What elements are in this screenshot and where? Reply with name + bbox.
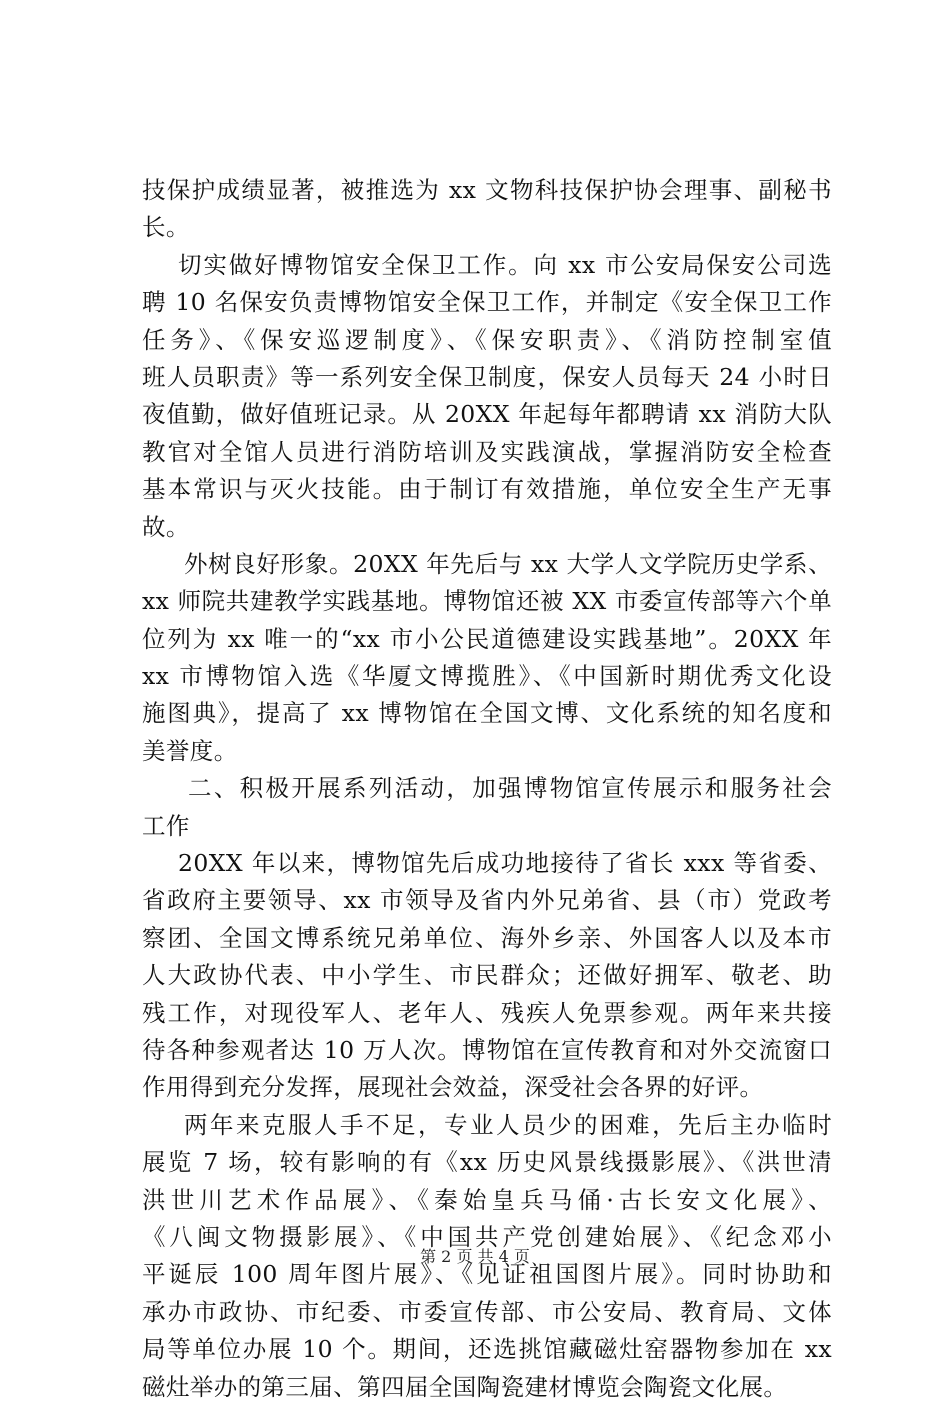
paragraph-start-line: 外树良好形象。20XX 年先后与 xx 大学人文学院历史学系、 [184,549,832,578]
text-line: 察团、全国文博系统兄弟单位、海外乡亲、外国客人以及本市 [142,923,832,952]
paragraph-start-line: 切实做好博物馆安全保卫工作。向 xx 市公安局保安公司选 [178,250,832,279]
section-heading-line: 工作 [142,811,190,840]
text-line: 技保护成绩显著，被推选为 xx 文物科技保护协会理事、副秘书 [142,176,832,204]
paragraph-start-line: 20XX 年以来，博物馆先后成功地接待了省长 xxx 等省委、 [178,849,832,878]
text-line: 故。 [142,512,190,541]
text-line: 位列为 xx 唯一的“xx 市小公民道德建设实践基地”。20XX 年 [142,624,832,653]
page-number-label: 第 2 页 共 4 页 [420,1247,530,1266]
text-line: 教官对全馆人员进行消防培训及实践演战，掌握消防安全检查 [142,437,832,466]
text-line: 待各种参观者达 10 万人次。博物馆在宣传教育和对外交流窗口 [142,1035,832,1064]
text-line: 残工作，对现役军人、老年人、残疾人免票参观。两年来共接 [142,998,832,1027]
text-line: 施图典》，提高了 xx 博物馆在全国文博、文化系统的知名度和 [142,699,832,728]
text-line: 夜值勤，做好值班记录。从 20XX 年起每年都聘请 xx 消防大队 [142,400,832,429]
text-line: 磁灶举办的第三届、第四届全国陶瓷建材博览会陶瓷文化展。 [142,1372,788,1401]
text-line: 展览 7 场，较有影响的有《xx 历史风景线摄影展》、《洪世清 [142,1148,832,1177]
document-body [142,172,832,1406]
text-line: 《八闽文物摄影展》、《中国共产党创建始展》、《纪念邓小 [142,1222,832,1251]
text-line: 人大政协代表、中小学生、市民群众；还做好拥军、敬老、助 [142,961,832,990]
text-line: 聘 10 名保安负责博物馆安全保卫工作，并制定《安全保卫工作 [142,288,832,317]
text-line: xx 师院共建教学实践基地。博物馆还被 XX 市委宣传部等六个单 [142,587,832,616]
text-line: 班人员职责》等一系列安全保卫制度，保安人员每天 24 小时日 [142,362,832,391]
text-line: 基本常识与灭火技能。由于制订有效措施，单位安全生产无事 [142,475,832,504]
text-line: 任务》、《保安巡逻制度》、《保安职责》、《消防控制室值 [142,325,832,354]
text-line: xx 市博物馆入选《华厦文博揽胜》、《中国新时期优秀文化设 [142,662,832,691]
text-line: 平诞辰 100 周年图片展》、《见证祖国图片展》。同时协助和 [142,1260,832,1289]
text-line: 洪世川艺术作品展》、《秦始皇兵马俑·古长安文化展》、 [142,1185,832,1214]
text-line: 作用得到充分发挥，展现社会效益，深受社会各界的好评。 [142,1073,764,1102]
text-line: 美誉度。 [142,736,238,765]
text-line: 省政府主要领导、xx 市领导及省内外兄弟省、县（市）党政考 [142,886,832,915]
paragraph-start-line: 两年来克服人手不足，专业人员少的困难，先后主办临时 [184,1110,832,1139]
text-line: 局等单位办展 10 个。期间，还选挑馆藏磁灶窑器物参加在 xx [142,1335,832,1364]
page-footer [0,1244,950,1267]
text-line: 承办市政协、市纪委、市委宣传部、市公安局、教育局、文体 [142,1297,832,1326]
section-heading-line: 二、积极开展系列活动，加强博物馆宣传展示和服务社会 [188,774,832,803]
text-line: 长。 [142,213,190,242]
